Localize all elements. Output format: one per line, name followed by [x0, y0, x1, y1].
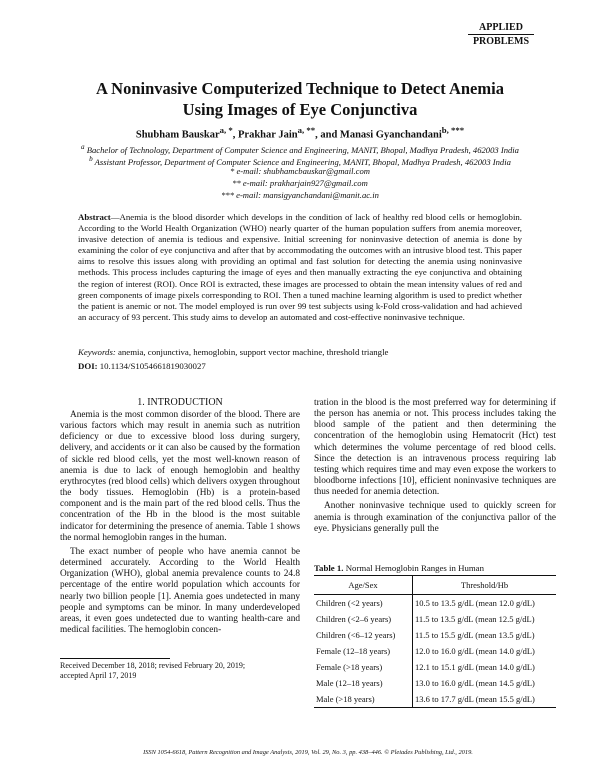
title-line1: A Noninvasive Computerized Technique to Detect Anemia: [96, 79, 504, 98]
author-3: Manasi Gyanchandani: [339, 129, 442, 141]
paper-title: [40, 78, 560, 120]
table-row: [314, 643, 556, 659]
affiliation-b-sup: b: [89, 155, 93, 163]
table-cell: Children (<6–12 years): [314, 627, 413, 643]
footnote-rule: [60, 658, 170, 659]
received-line: Received December 18, 2018; revised February 20, 2019;: [60, 661, 246, 670]
table-cell: Female (>18 years): [314, 659, 413, 675]
affiliation-a-text: Bachelor of Technology, Department of Computer Science and Engineering, MANIT, Bhopal, Madhya Pradesh, 462003 India: [86, 144, 519, 155]
abstract: [78, 212, 522, 323]
paragraph: Anemia is the most common disorder of the blood. There are various factors which may result in anemia such as nutrition deficiency or due to excessive blood loss during surgery, delivery, and accidents or it can also be caused by the formation of sickle red blood cells, yet the most well-known reason of anemia is due to lack of enough hemoglobin and healthy erythrocytes (red blood cells) which delivers oxygen throughout the body tissues. Hemoglobin (Hb) is a protein-based component and is the main part of the red blood cells. Thus the concentration of the Hb in the blood is the most suitable indicator for determining the presence of anemia. Table 1 shows the normal hemoglobin ranges in the human.: [60, 410, 300, 543]
paragraph: tration in the blood is the most preferred way for determining if the person has anemia or not. This process includes taking the blood sample of the patient and then determining the concentration of the hemoglobin using Hematocrit (Hct) test which determines the volume percentage of red blood cells. Since the detection is an intravenous process requiring lab testing which requires time and may even expose the workers to bloodborne infections [10], efficient noninvasive techniques are thus needed for anemia detection.: [314, 398, 556, 498]
keywords-text: anemia, conjunctiva, hemoglobin, support vector machine, threshold triangle: [115, 347, 389, 357]
section-heading: 1. INTRODUCTION: [137, 397, 223, 408]
section-label-line1: APPLIED: [479, 22, 523, 33]
table-cell: Children (<2–6 years): [314, 611, 413, 627]
table-cell: 13.6 to 17.7 g/dL (mean 15.5 g/dL): [413, 691, 557, 708]
table-header-cell: Threshold/Hb: [413, 576, 557, 595]
doi-label: DOI:: [78, 361, 98, 371]
doi-text: 10.1134/S1054661819030027: [97, 361, 206, 371]
table-cell: 11.5 to 15.5 g/dL (mean 13.5 g/dL): [415, 630, 535, 640]
table-cell: Female (12–18 years): [314, 643, 413, 659]
author-3-sup: b, ***: [441, 125, 465, 135]
keywords: [78, 347, 522, 358]
table-caption-text: Normal Hemoglobin Ranges in Human: [343, 563, 484, 573]
abstract-label: Abstract: [78, 212, 111, 222]
affiliation-b-text: Assistant Professor, Department of Computer Science and Engineering, MANIT, Bhopal, Madhya Pradesh, 462003 India: [94, 156, 511, 167]
table-cell: Male (>18 years): [314, 691, 413, 708]
author-1: Shubham Bauskar: [135, 129, 220, 141]
email-1: * e-mail: shubhamcbauskar@gmail.com: [230, 166, 370, 176]
table-cell: Children (<2 years): [314, 595, 413, 612]
author-1-sup: a, *: [219, 125, 233, 135]
accepted-line: accepted April 17, 2019: [60, 671, 137, 680]
received-note: [60, 661, 300, 681]
table-cell: 11.5 to 13.5 g/dL (mean 12.5 g/dL): [415, 614, 535, 624]
table-caption: [314, 563, 484, 573]
table-label: Table 1.: [314, 563, 344, 573]
page-footer: ISSN 1054-6618, Pattern Recognition and Image Analysis, 2019, Vol. 29, No. 3, pp. 438–446. © Pleiades Publishing, Ltd., 2019.: [143, 749, 473, 756]
table-cell: 10.5 to 13.5 g/dL (mean 12.0 g/dL): [415, 598, 535, 608]
left-column: [60, 410, 300, 636]
paragraph: Another noninvasive technique used to quickly screen for anemia is through examination of the conjunctiva pallor of the eye. Physicians generally pull the: [314, 501, 556, 534]
title-line2: Using Images of Eye Conjunctiva: [182, 100, 418, 119]
table-row: [314, 691, 556, 708]
section-label: [468, 22, 534, 47]
table-cell: Male (12–18 years): [314, 675, 413, 691]
table-row: [314, 659, 556, 675]
author-list: [40, 125, 560, 141]
table-header-row: [314, 576, 556, 595]
doi: [78, 361, 206, 371]
table-cell: 12.0 to 16.0 g/dL (mean 14.0 g/dL): [415, 646, 535, 656]
affiliation-a-sup: a: [81, 143, 85, 151]
hemoglobin-table: [314, 575, 556, 708]
email-3: *** e-mail: mansigyanchandani@manit.ac.in: [221, 190, 379, 200]
table-cell: 13.0 to 16.0 g/dL (mean 14.5 g/dL): [415, 678, 535, 688]
email-2: ** e-mail: prakharjain927@gmail.com: [232, 178, 368, 188]
table-row: [314, 595, 556, 612]
table-header-cell: Age/Sex: [314, 576, 413, 595]
author-2-sup: a, **: [297, 125, 316, 135]
right-column: [314, 398, 556, 535]
table-row: [314, 611, 556, 627]
table-row: [314, 675, 556, 691]
table-cell: 12.1 to 15.1 g/dL (mean 14.0 g/dL): [415, 662, 535, 672]
author-2: Prakhar Jain: [238, 129, 298, 141]
section-label-line2: PROBLEMS: [472, 36, 530, 47]
keywords-label: Keywords:: [78, 347, 116, 357]
paragraph: The exact number of people who have anemia cannot be determined accurately. According to the World Health Organization (WHO), global anemia prevalence counts to 24.8 percentage of the entire world population which accounts for nearly two billion people [1]. Anemia goes undetected in many people and symptoms can be minor. In many underdeveloped areas, it even goes undetected due to wanting health-care and medical facilities. The hemoglobin concen-: [60, 546, 300, 635]
section-label-rule: [468, 34, 534, 35]
author-sep-2: , and: [315, 129, 340, 141]
author-sep-1: ,: [232, 129, 238, 141]
table-row: [314, 627, 556, 643]
abstract-text: —Anemia is the blood disorder which develops in the condition of lack of healthy red blood cells or hemoglobin. According to the World Health Organization (WHO) nearly quarter of the human population suffers from anemia moreover, invasive detection of anemia is tedious and expensive. Initial screening for noninvasive detection of anemia is done by examining the color of eye conjunctiva and after that by accommodating the outcomes with an intrusive blood test. This paper aims to resolve this issues along with providing an optimal and fast solution for detecting the anemia using noninvasive methods. This process includes capturing the image of eyes and then manually extracting the eye conjunctiva and obtaining the region of interest (ROI). Once ROI is extracted, these images are processed to obtain the mean intensity values of red and green components of image pixels corresponding to ROI. Then a tuned machine learning algorithm is used to predict whether the patient is anemic or not. The model employed is run over 99 test subjects using k-Fold cross-validation and had achieved an accuracy of 93 percent. This study aims to develop an automated and cost-effective noninvasive technique.: [78, 212, 522, 322]
